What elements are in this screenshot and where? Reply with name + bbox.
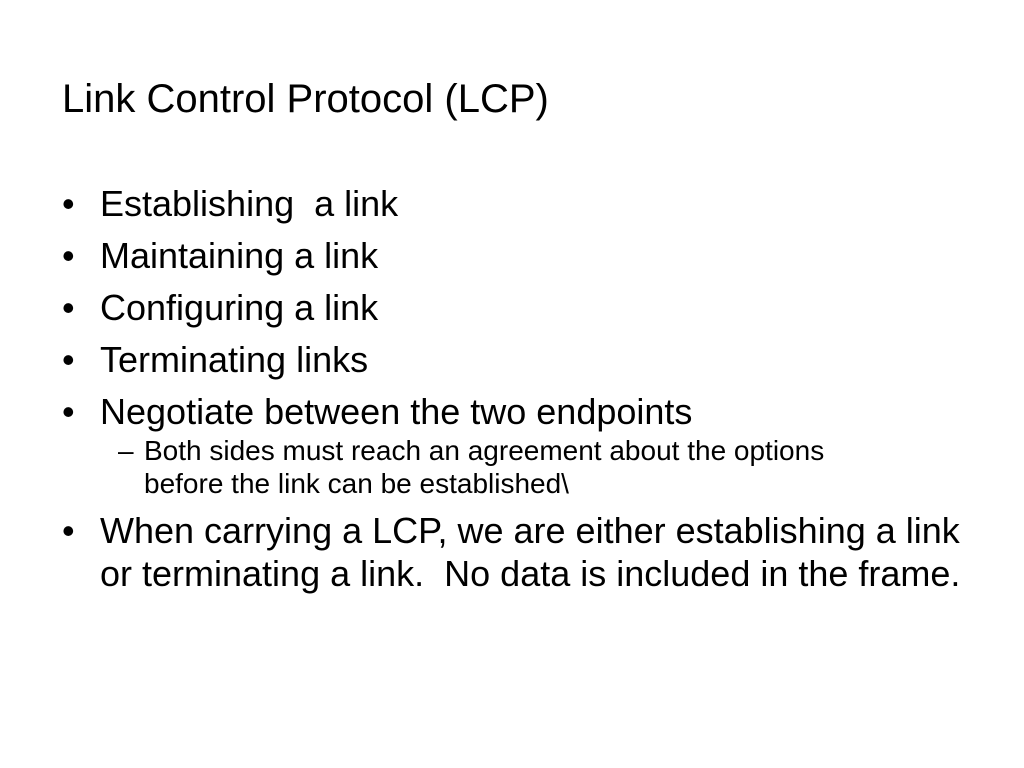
bullet-text: Maintaining a link [100, 235, 379, 276]
bullet-text: Negotiate between the two endpoints [100, 391, 693, 432]
slide-title: Link Control Protocol (LCP) [62, 77, 549, 121]
bullet-text: Configuring a link [100, 287, 379, 328]
bullet-item-configuring [62, 286, 962, 329]
subbullet-item-agreement [100, 434, 884, 500]
bullet-marker: • [62, 183, 75, 224]
bullet-item-terminating [62, 338, 962, 381]
bullet-marker: • [62, 391, 75, 432]
subbullet-text: Both sides must reach an agreement about the options before the link can be established\ [144, 435, 832, 499]
subbullet-list [100, 434, 962, 500]
bullet-item-negotiate [62, 390, 962, 500]
bullet-marker: • [62, 339, 75, 380]
bullet-text: Establishing a link [100, 183, 399, 224]
bullet-item-carrying-lcp [62, 509, 970, 595]
bullet-list [62, 182, 970, 604]
bullet-marker: • [62, 510, 75, 551]
bullet-marker: • [62, 287, 75, 328]
bullet-item-maintaining [62, 234, 962, 277]
bullet-text: When carrying a LCP, we are either establishing a link or terminating a link. No data is included in the frame. [100, 510, 970, 594]
subbullet-marker: – [118, 435, 134, 466]
bullet-item-establishing [62, 182, 962, 225]
bullet-marker: • [62, 235, 75, 276]
bullet-text: Terminating links [100, 339, 369, 380]
